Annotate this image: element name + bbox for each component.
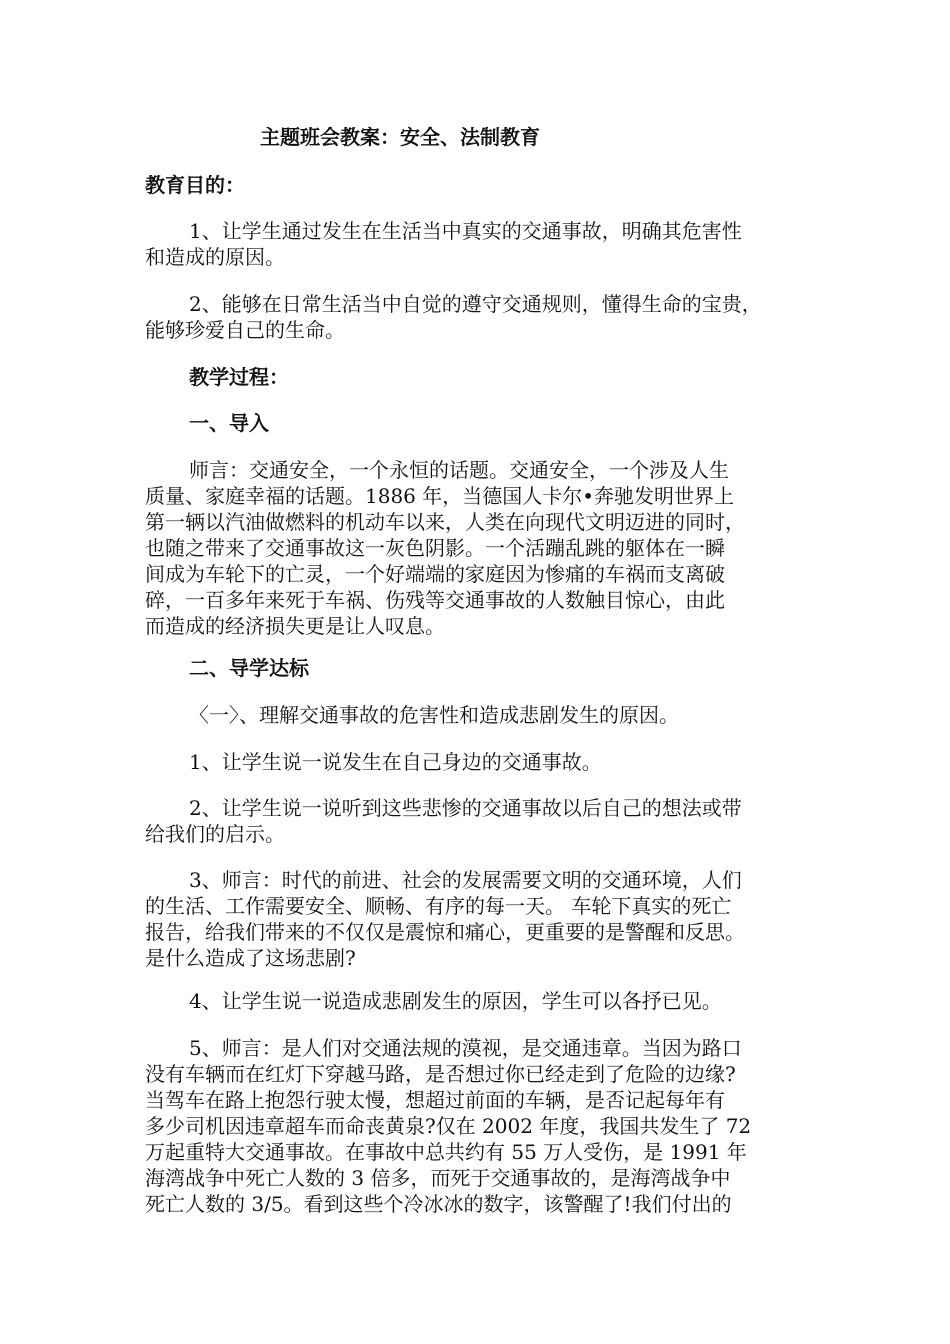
intro-line: 间成为车轮下的亡灵，一个好端端的家庭因为惨痛的车祸而支离破 — [145, 562, 725, 586]
goal-heading: 教育目的： — [145, 173, 245, 197]
study-item-1: 1、让学生说一说发生在自己身边的交通事故。 — [189, 750, 602, 774]
intro-line: 质量、家庭幸福的话题。1886 年，当德国人卡尔•奔驰发明世界上 — [145, 484, 735, 508]
intro-line: 而造成的经济损失更是让人叹息。 — [145, 614, 445, 638]
study-item-2-line: 给我们的启示。 — [145, 822, 285, 846]
study-item-3 — [145, 867, 810, 971]
study-item-5-line: 万起重特大交通事故。在事故中总共约有 55 万人受伤，是 1991 年 — [145, 1140, 747, 1164]
study-item-3-line: 的生活、工作需要安全、顺畅、有序的每一天。 车轮下真实的死亡 — [145, 894, 732, 918]
goal-item-2-line-2: 能够珍爱自己的生命。 — [145, 318, 345, 342]
study-item-5-line: 海湾战争中死亡人数的 3 倍多，而死于交通事故的，是海湾战争中 — [145, 1166, 731, 1190]
study-item-5-line: 多少司机因违章超车而命丧黄泉?仅在 2002 年度，我国共发生了 72 — [145, 1114, 752, 1138]
goal-item-1-line-1: 1、让学生通过发生在生活当中真实的交通事故，明确其危害性 — [189, 219, 742, 243]
study-item-3-line: 是什么造成了这场悲剧? — [145, 946, 356, 970]
intro-line: 也随之带来了交通事故这一灰色阴影。一个活蹦乱跳的躯体在一瞬 — [145, 536, 725, 560]
subsection-1: 〈一〉、理解交通事故的危害性和造成悲剧发生的原因。 — [189, 703, 679, 727]
intro-paragraph — [145, 457, 810, 639]
study-item-5-line: 当驾车在路上抱怨行驶太慢，想超过前面的车辆，是否记起每年有 — [145, 1088, 725, 1112]
goal-item-2-line-1: 2、能够在日常生活当中自觉的遵守交通规则，懂得生命的宝贵， — [189, 292, 762, 316]
study-item-5-line: 没有车辆而在红灯下穿越马路，是否想过你已经走到了危险的边缘? — [145, 1062, 736, 1086]
intro-line: 第一辆以汽油做燃料的机动车以来，人类在向现代文明迈进的同时， — [145, 510, 745, 534]
process-heading: 教学过程： — [189, 365, 289, 389]
intro-line: 碎，一百多年来死于车祸、伤残等交通事故的人数触目惊心，由此 — [145, 588, 725, 612]
goal-item-1-line-2: 和造成的原因。 — [145, 245, 285, 269]
study-item-5 — [145, 1035, 810, 1217]
document-title: 主题班会教案：安全、法制教育 — [260, 125, 540, 149]
goal-item-1 — [145, 218, 810, 270]
section-intro-heading: 一、导入 — [189, 411, 269, 435]
goal-item-2 — [145, 291, 810, 343]
study-item-2-line: 2、让学生说一说听到这些悲惨的交通事故以后自己的想法或带 — [189, 796, 742, 820]
study-item-5-line: 5、师言：是人们对交通法规的漠视，是交通违章。当因为路口 — [189, 1036, 742, 1060]
section-guided-study-heading: 二、导学达标 — [189, 656, 309, 680]
study-item-2 — [145, 795, 810, 847]
study-item-3-line: 3、师言：时代的前进、社会的发展需要文明的交通环境，人们 — [189, 868, 742, 892]
study-item-4: 4、让学生说一说造成悲剧发生的原因，学生可以各抒已见。 — [189, 989, 722, 1013]
study-item-3-line: 报告，给我们带来的不仅仅是震惊和痛心，更重要的是警醒和反思。 — [145, 920, 745, 944]
study-item-5-line: 死亡人数的 3/5。看到这些个冷冰冰的数字，该警醒了!我们付出的 — [145, 1192, 732, 1216]
intro-line: 师言：交通安全，一个永恒的话题。交通安全，一个涉及人生 — [189, 458, 729, 482]
